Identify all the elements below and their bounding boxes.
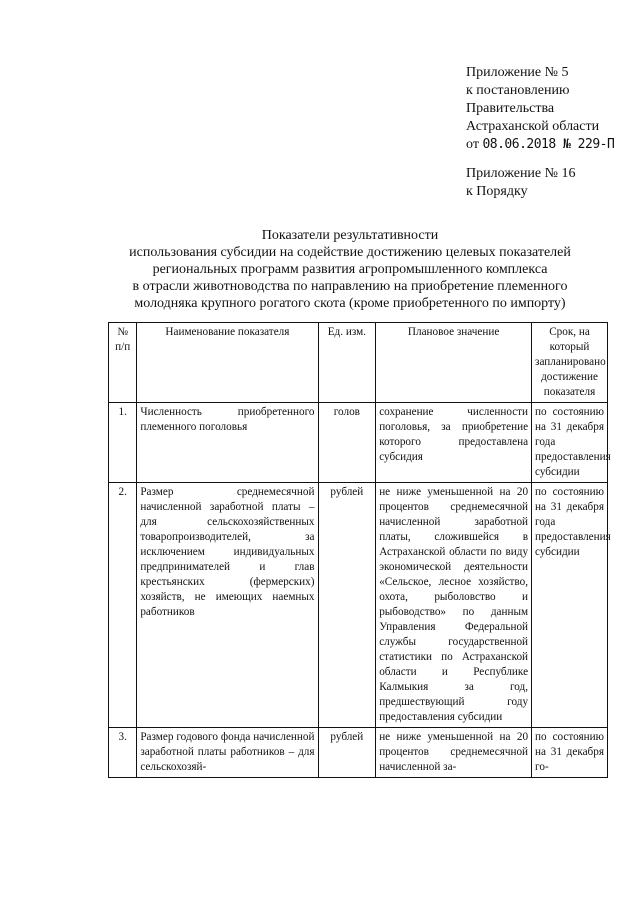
table-header-row [109,323,608,403]
appendix-line: Приложение № 5 [466,65,569,80]
appendix-date-value: 08.06.2018 № 229-П [482,137,615,152]
cell-name: Размер годового фонда начисленной заработной платы работников – для сельскохозяй- [137,728,318,778]
cell-unit: рублей [318,483,376,728]
title-line: региональных программ развития агропромышленного комплекса [152,262,548,277]
title-line: использования субсидии на содействие достижению целевых показателей [129,245,571,260]
title-line: молодняка крупного рогатого скота (кроме приобретенного по импорту) [134,296,566,311]
title-line: в отрасли животноводства по направлению на приобретение племенного [132,279,568,294]
document-title [100,227,600,312]
table-row [109,403,608,483]
appendix2-line: Приложение № 16 [466,166,576,181]
cell-term: по состоянию на 31 декабря года предоставления субсидии [532,483,608,728]
appendix-line: Астраханской области [466,119,600,134]
appendix-date-prefix: от [466,137,479,152]
cell-unit: голов [318,403,376,483]
cell-num: 1. [109,403,137,483]
header-plan: Плановое значение [376,323,532,403]
header-name: Наименование показателя [137,323,318,403]
cell-name: Численность приобретенного племенного поголовья [137,403,318,483]
appendix2-line: к Порядку [466,184,528,199]
cell-num: 2. [109,483,137,728]
appendix-block [466,64,614,154]
cell-term: по состоянию на 31 декабря го- [532,728,608,778]
header-term: Срок, на который запланировано достижение показателя [532,323,608,403]
cell-plan: не ниже уменьшенной на 20 процентов среднемесячной начисленной заработной платы, сложившейся в Астраханской области по виду экономической деятельности «Сельское, лесное хозяйство, охота, рыболовство и рыбоводство» по данным Управления Федеральной службы государственной статистики по Астраханской области и Республике Калмыкия за год, предшествующий году предоставления субсидии [376,483,532,728]
appendix-date-line [466,136,614,154]
cell-plan: сохранение численности поголовья, за приобретение которого предоставлена субсидия [376,403,532,483]
table-row [109,483,608,728]
cell-plan: не ниже уменьшенной на 20 процентов среднемесячной начисленной за- [376,728,532,778]
appendix-line: к постановлению [466,83,570,98]
header-num: № п/п [109,323,137,403]
cell-term: по состоянию на 31 декабря года предоставления субсидии [532,403,608,483]
cell-unit: рублей [318,728,376,778]
header-unit: Ед. изм. [318,323,376,403]
table-row [109,728,608,778]
cell-num: 3. [109,728,137,778]
appendix2-block [466,165,576,201]
title-line: Показатели результативности [261,228,439,243]
cell-name: Размер среднемесячной начисленной заработной платы – для сельскохозяйственных товаропроизводителей, за исключением индивидуальных предпринимателей и глав крестьянских (фермерских) хозяйств, не имеющих наемных работников [137,483,318,728]
indicators-table [108,322,611,778]
appendix-line: Правительства [466,101,555,116]
